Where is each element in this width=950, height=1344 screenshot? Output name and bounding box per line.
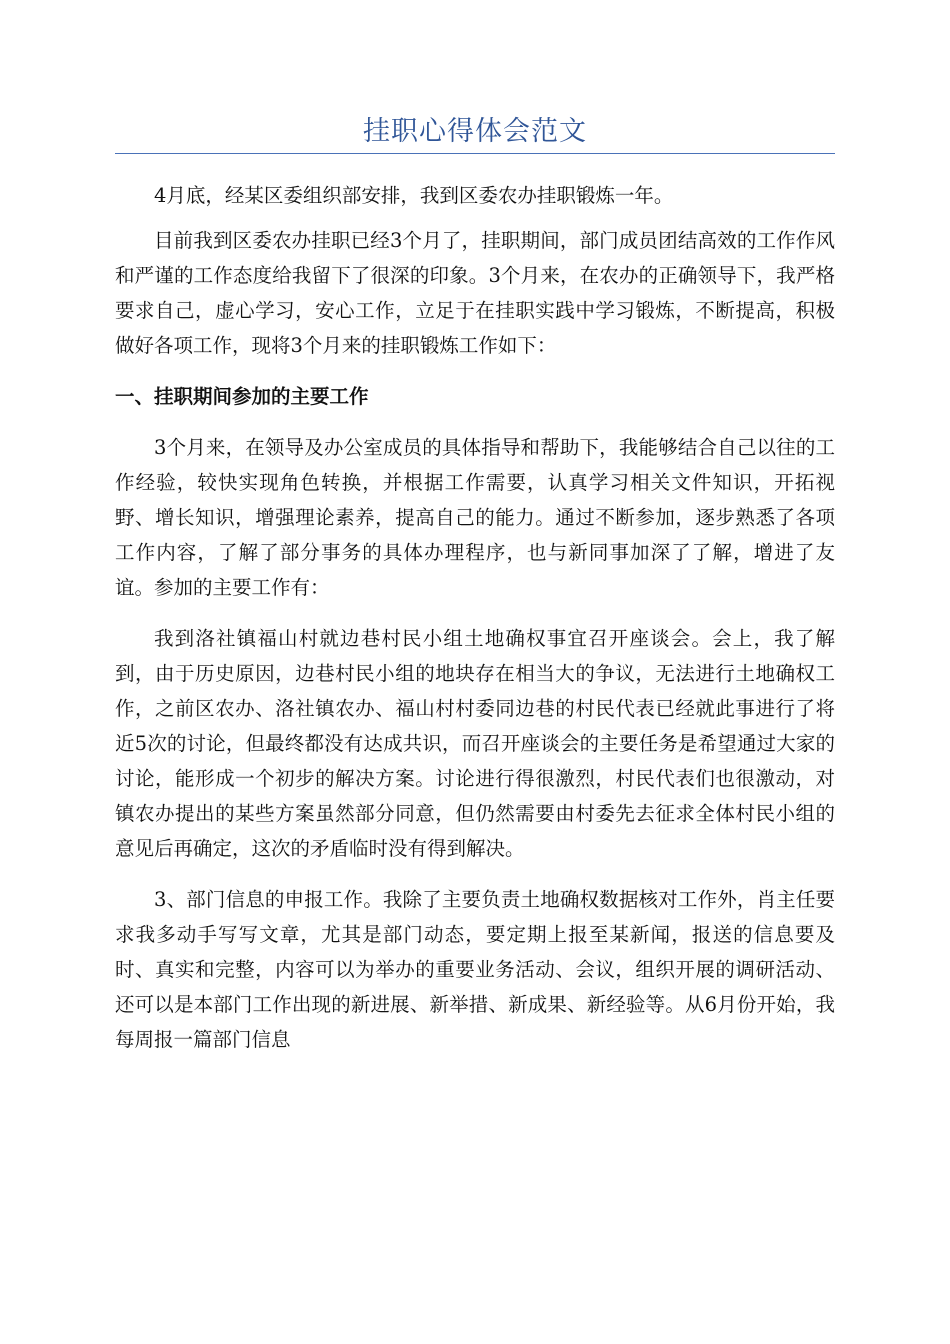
paragraph-main-work: 3个月来，在领导及办公室成员的具体指导和帮助下，我能够结合自己以往的工作经验，较快实现角色转换，并根据工作需要，认真学习相关文件知识，开拓视野、增长知识，增强理论素养，提高自己的能力。通过不断参加，逐步熟悉了各项工作内容，了解了部分事务的具体办理程序，也与新同事加深了了解，增进了友谊。参加的主要工作有： — [115, 436, 835, 599]
document-title: 挂职心得体会范文 — [363, 116, 587, 147]
section-heading: 一、挂职期间参加的主要工作 — [115, 385, 369, 408]
paragraph-info-reporting: 3、部门信息的申报工作。我除了主要负责土地确权数据核对工作外，肖主任要求我多动手写写文章，尤其是部门动态，要定期上报至某新闻，报送的信息要及时、真实和完整，内容可以为举办的重要业务活动、会议，组织开展的调研活动、还可以是本部门工作出现的新进展、新举措、新成果、新经验等。从6月份开始，我每周报一篇部门信息 — [115, 888, 835, 1051]
paragraph-overview: 目前我到区委农办挂职已经3个月了，挂职期间，部门成员团结高效的工作作风和严谨的工作态度给我留下了很深的印象。3个月来，在农办的正确领导下，我严格要求自己，虚心学习，安心工作，立足于在挂职实践中学习锻炼，不断提高，积极做好各项工作，现将3个月来的挂职锻炼工作如下： — [115, 229, 835, 357]
paragraph-land-meeting: 我到洛社镇福山村就边巷村民小组土地确权事宜召开座谈会。会上，我了解到，由于历史原因，边巷村民小组的地块存在相当大的争议，无法进行土地确权工作，之前区农办、洛社镇农办、福山村村委同边巷的村民代表已经就此事进行了将近5次的讨论，但最终都没有达成共识，而召开座谈会的主要任务是希望通过大家的讨论，能形成一个初步的解决方案。讨论进行得很激烈，村民代表们也很激动，对镇农办提出的某些方案虽然部分同意，但仍然需要由村委先去征求全体村民小组的意见后再确定，这次的矛盾临时没有得到解决。 — [115, 627, 835, 860]
title-underline — [115, 153, 835, 154]
document-body — [115, 178, 835, 1057]
paragraph-intro: 4月底，经某区委组织部安排，我到区委农办挂职锻炼一年。 — [154, 184, 674, 207]
